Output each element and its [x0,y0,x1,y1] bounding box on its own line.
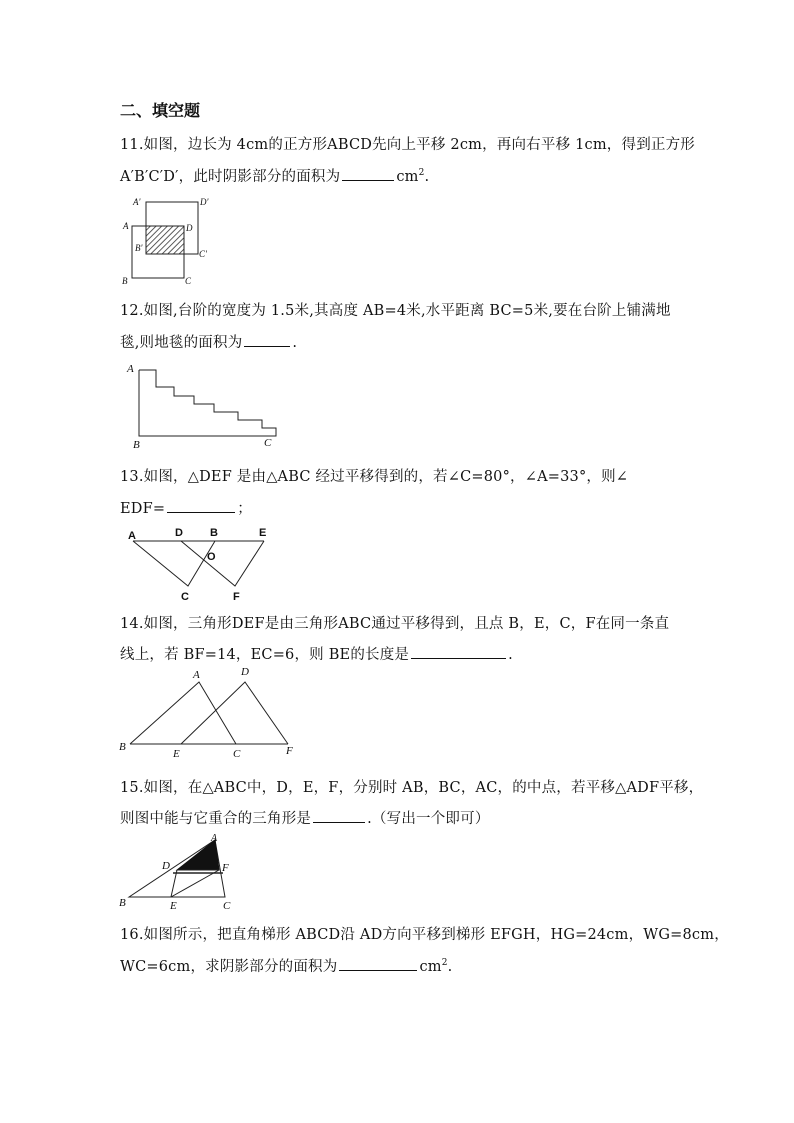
q14-label-e: E [173,748,180,760]
q13-label-b: B [210,527,218,539]
q11-label-b: B [122,276,128,286]
q15-figure [115,833,240,913]
q11-label-a-prime: A' [133,197,141,207]
q13-label-a: A [128,530,136,542]
q11-label-a: A [123,221,129,231]
q13-label-d: D [175,527,183,539]
q15-line1: 15.如图，在△ABC中，D，E，F，分别时 AB，BC，AC，的中点，若平移△ADF平移， [120,780,704,796]
q13-text: EDF= [120,501,166,517]
q13-triangle-def [181,541,264,586]
q11-label-c-prime: C' [199,249,207,259]
q14-answer-blank[interactable] [411,644,506,659]
q14-label-d: D [241,666,249,678]
q14-triangle-abc [130,682,236,744]
q12-label-a: A [127,363,134,375]
q13-figure [125,525,285,605]
q15-label-a: A [211,833,218,844]
q11-unit-sup: 2 [418,168,425,179]
q12-answer-blank[interactable] [244,332,290,347]
q14-line2 [120,643,513,664]
q14-label-b: B [119,741,126,753]
q15-end: .（写出一个即可） [367,811,490,827]
q11-end: . [424,169,430,185]
q15-text: 则图中能与它重合的三角形是 [120,811,312,827]
q16-text: WC=6cm，求阴影部分的面积为 [120,959,338,975]
q16-line2 [120,955,452,976]
q14-triangle-def [181,682,288,744]
q11-label-d: D [186,223,193,233]
q12-label-b: B [133,439,140,451]
q13-label-o: O [207,551,216,563]
q11-figure [115,193,215,288]
q11-text: A′B′C′D′，此时阴影部分的面积为 [120,169,341,185]
q14-label-a: A [193,669,200,681]
q14-line1: 14.如图，三角形DEF是由三角形ABC通过平移得到，且点 B，E，C，F在同一条直 [120,616,670,632]
q15-midline-de [171,870,177,897]
q15-shaded-triangle-adf [177,840,219,870]
q14-text: 线上，若 BF=14，EC=6，则 BE的长度是 [120,647,410,663]
q11-shaded-region [146,226,184,254]
q13-line2 [120,497,252,518]
q11-line2 [120,165,429,186]
q12-label-c: C [264,437,272,449]
q16-unit-sup: 2 [441,958,448,969]
q13-triangle-abc [133,541,215,586]
q13-answer-blank[interactable] [167,498,235,513]
q14-figure [115,662,305,762]
q15-label-b: B [119,897,126,909]
q15-label-f: F [222,862,229,874]
q13-label-e: E [259,527,267,539]
q11-answer-blank[interactable] [342,166,394,181]
q12-staircase [139,370,276,436]
q12-figure [125,360,285,452]
q15-line2 [120,807,490,828]
q13-line1: 13.如图，△DEF 是由△ABC 经过平移得到的，若∠C=80°，∠A=33°，则∠ [120,469,629,485]
q15-label-e: E [170,900,177,912]
q16-unit: cm [419,959,442,975]
q13-end: ； [237,501,252,517]
q13-label-c: C [181,591,189,603]
q15-midline-ef [171,870,219,897]
q16-line1: 16.如图所示，把直角梯形 ABCD沿 AD方向平移到梯形 EFGH，HG=24cm，WG=8cm， [120,927,729,943]
q16-end: . [447,959,453,975]
q12-end: . [292,335,298,351]
q14-end: . [508,647,513,663]
q12-line2 [120,331,297,352]
section-title: 二、填空题 [120,101,201,120]
q12-text: 毯,则地毯的面积为 [120,335,243,351]
q13-label-f: F [233,591,240,603]
q11-unit: cm [396,169,419,185]
q15-label-c: C [223,900,231,912]
q11-label-c: C [185,276,192,286]
q12-line1: 12.如图,台阶的宽度为 1.5米,其高度 AB=4米,水平距离 BC=5米,要在台阶上铺满地 [120,303,671,319]
q14-label-f: F [286,745,293,757]
q11-label-d-prime: D' [200,197,209,207]
q15-label-d: D [162,860,170,872]
q14-label-c: C [233,748,241,760]
q11-line1: 11.如图，边长为 4cm的正方形ABCD先向上平移 2cm，再向右平移 1cm，得到正方形 [120,137,695,153]
q15-answer-blank[interactable] [313,808,365,823]
q11-label-b-prime: B' [135,243,143,253]
q16-answer-blank[interactable] [339,956,417,971]
